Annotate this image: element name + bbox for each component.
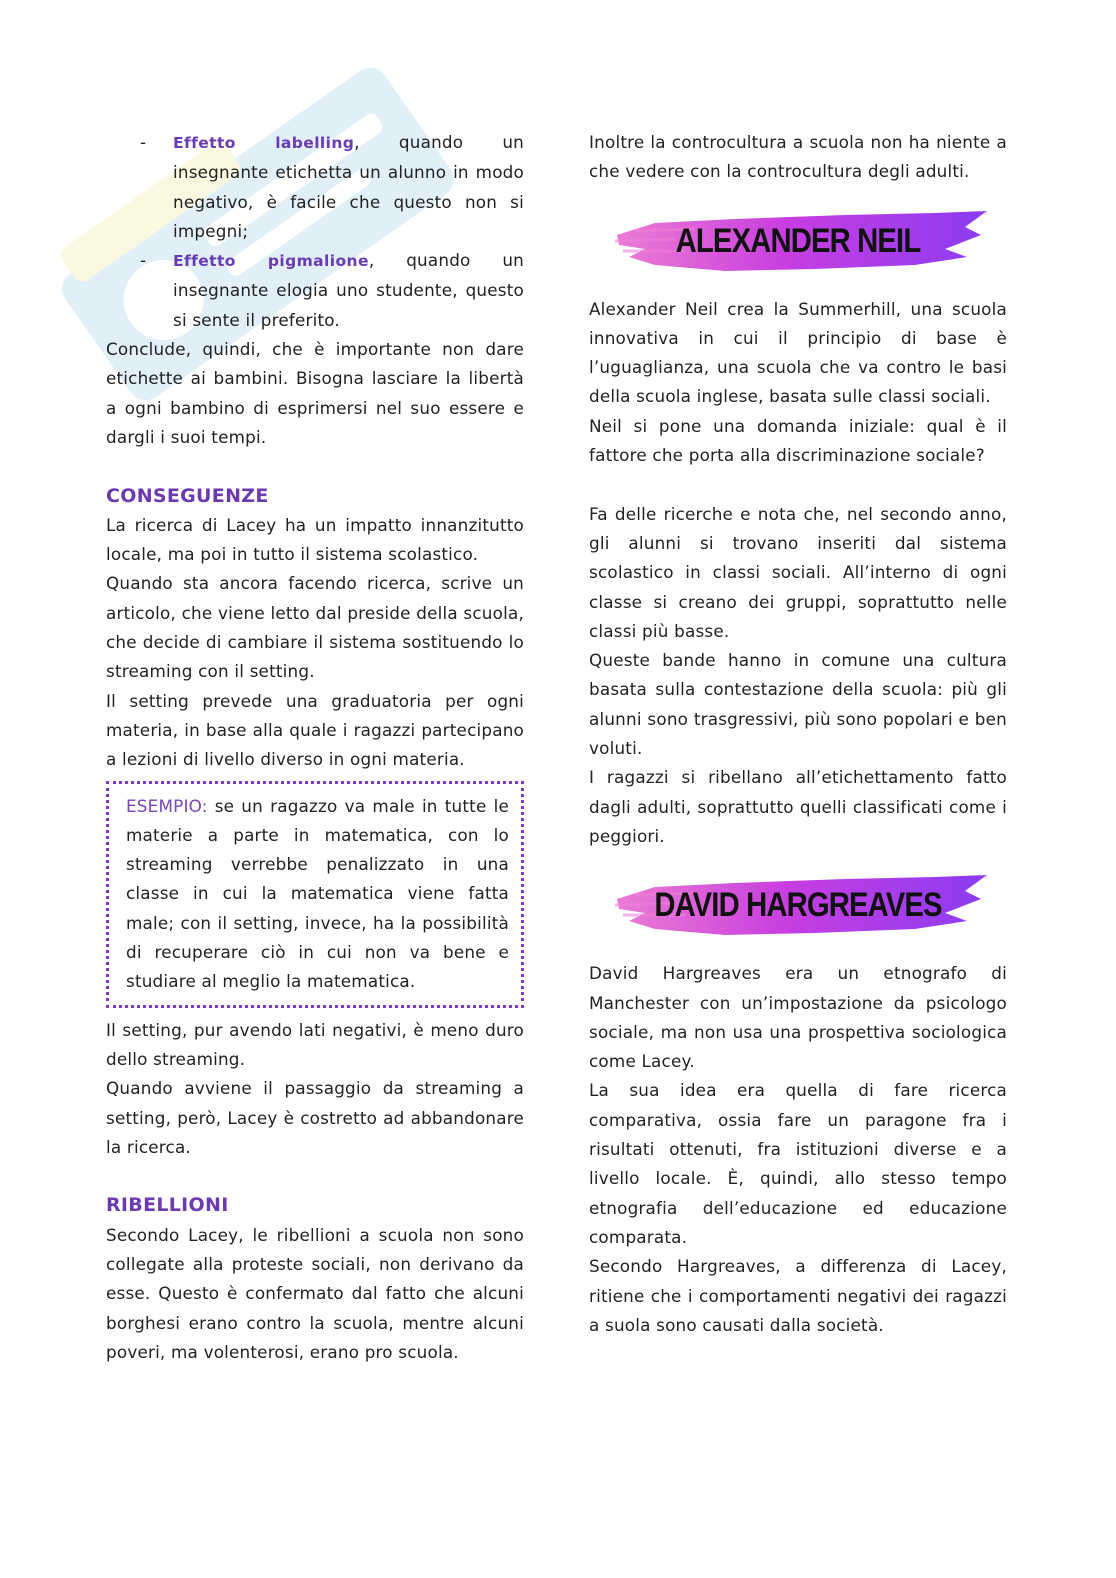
spacer [589,470,1007,499]
example-label: ESEMPIO: [126,795,208,816]
heading-alexander-neil: ALEXANDER NEIL [675,221,921,260]
right-column [589,128,1007,1340]
spacer [589,187,1007,205]
paragraph: David Hargreaves era un etnografo di Manchester con un’impostazione da psicologo sociale, ma non usa una prospettiva sociologica come Lacey. [589,963,1007,1072]
spacer [589,851,1007,869]
heading-conseguenze: CONSEGUENZE [106,484,269,507]
paragraph: Il setting, pur avendo lati negativi, è meno duro dello streaming. [106,1019,524,1069]
list-item-text: , quando un insegnante etichetta un alunno in modo negativo, è facile che questo non si impegni; [173,132,524,241]
paragraph: Neil si pone una domanda iniziale: qual è il fattore che porta alla discriminazione sociale? [589,415,1007,466]
paragraph: Fa delle ricerche e nota che, nel secondo anno, gli alunni si trovano inseriti dal sistema scolastico in classi sociali. All’interno di ogni classe si creano dei gruppi, soprattutto nelle classi più basse. [589,503,1007,641]
example-box [106,781,524,1008]
list-item [106,246,524,335]
spacer [106,1162,524,1191]
conclusion-paragraph: Conclude, quindi, che è importante non dare etichette ai bambini. Bisogna lasciare la libertà a ogni bambino di esprimersi nel suo essere e dargli i suoi tempi. [106,339,524,447]
spacer [589,941,1007,959]
list-item-text: , quando un insegnante elogia uno studente, questo si sente il preferito. [173,250,524,330]
spacer [589,277,1007,295]
heading-banner-neil [589,205,1007,277]
paragraph: La sua idea era quella di fare ricerca comparativa, ossia fare un paragone fra i risultati ottenuti, fra istituzioni diverse e a livello locale. È, quindi, allo stesso tempo etnografia dell’educazione ed educazione comparata. [589,1080,1007,1247]
paragraph: Quando avviene il passaggio da streaming a setting, però, Lacey è costretto ad abbandonare la ricerca. [106,1078,524,1157]
paragraph: I ragazzi si ribellano all’etichettamento fatto dagli adulti, soprattutto quelli classificati come i peggiori. [589,767,1007,846]
paragraph: Secondo Lacey, le ribellioni a scuola non sono collegate alla proteste sociali, non derivano da esse. Questo è confermato dal fatto che alcuni borghesi erano contro la scuola, mentre alcuni poveri, ma volenterosi, erano pro scuola. [106,1224,524,1362]
term-pigmalione: Effetto pigmalione [173,252,369,271]
term-labelling: Effetto labelling [173,134,355,152]
paragraph: Alexander Neil crea la Summerhill, una scuola innovativa in cui il principio di base è l’uguaglianza, una scuola che va contro le basi della scuola inglese, basata sulle classi sociali. [589,298,1007,407]
left-column [106,128,524,1367]
heading-ribellioni: RIBELLIONI [106,1194,229,1217]
paragraph: La ricerca di Lacey ha un impatto innanzitutto locale, ma poi in tutto il sistema scolastico. [106,514,524,565]
heading-david-hargreaves: DAVID HARGREAVES [654,886,942,925]
paragraph: Secondo Hargreaves, a differenza di Lacey, ritiene che i comportamenti negativi dei ragazzi a suola sono causati dalla società. [589,1256,1007,1335]
paragraph: Il setting prevede una graduatoria per ogni materia, in base alla quale i ragazzi partecipano a lezioni di livello diverso in ogni materia. [106,690,524,770]
paragraph: Inoltre la controcultura a scuola non ha niente a che vedere con la controcultura degli adulti. [589,132,1007,182]
example-text: se un ragazzo va male in tutte le materie a parte in matematica, con lo streaming verrebbe penalizzato in una classe in cui la matematica viene fatta male; con il setting, invece, ha la possibilità di recuperare ciò in cui non va bene e studiare al meglio la matematica. [126,795,509,992]
paragraph: Queste bande hanno in comune una cultura basata sulla contestazione della scuola: più gli alunni sono trasgressivi, più sono popolari e ben voluti. [589,650,1007,759]
spacer [106,452,524,481]
list-item [106,128,524,246]
heading-banner-hargreaves [589,869,1007,941]
effects-list [106,128,524,335]
paragraph: Quando sta ancora facendo ricerca, scrive un articolo, che viene letto dal preside della scuola, che decide di cambiare il sistema sostituendo lo streaming con il setting. [106,573,524,682]
